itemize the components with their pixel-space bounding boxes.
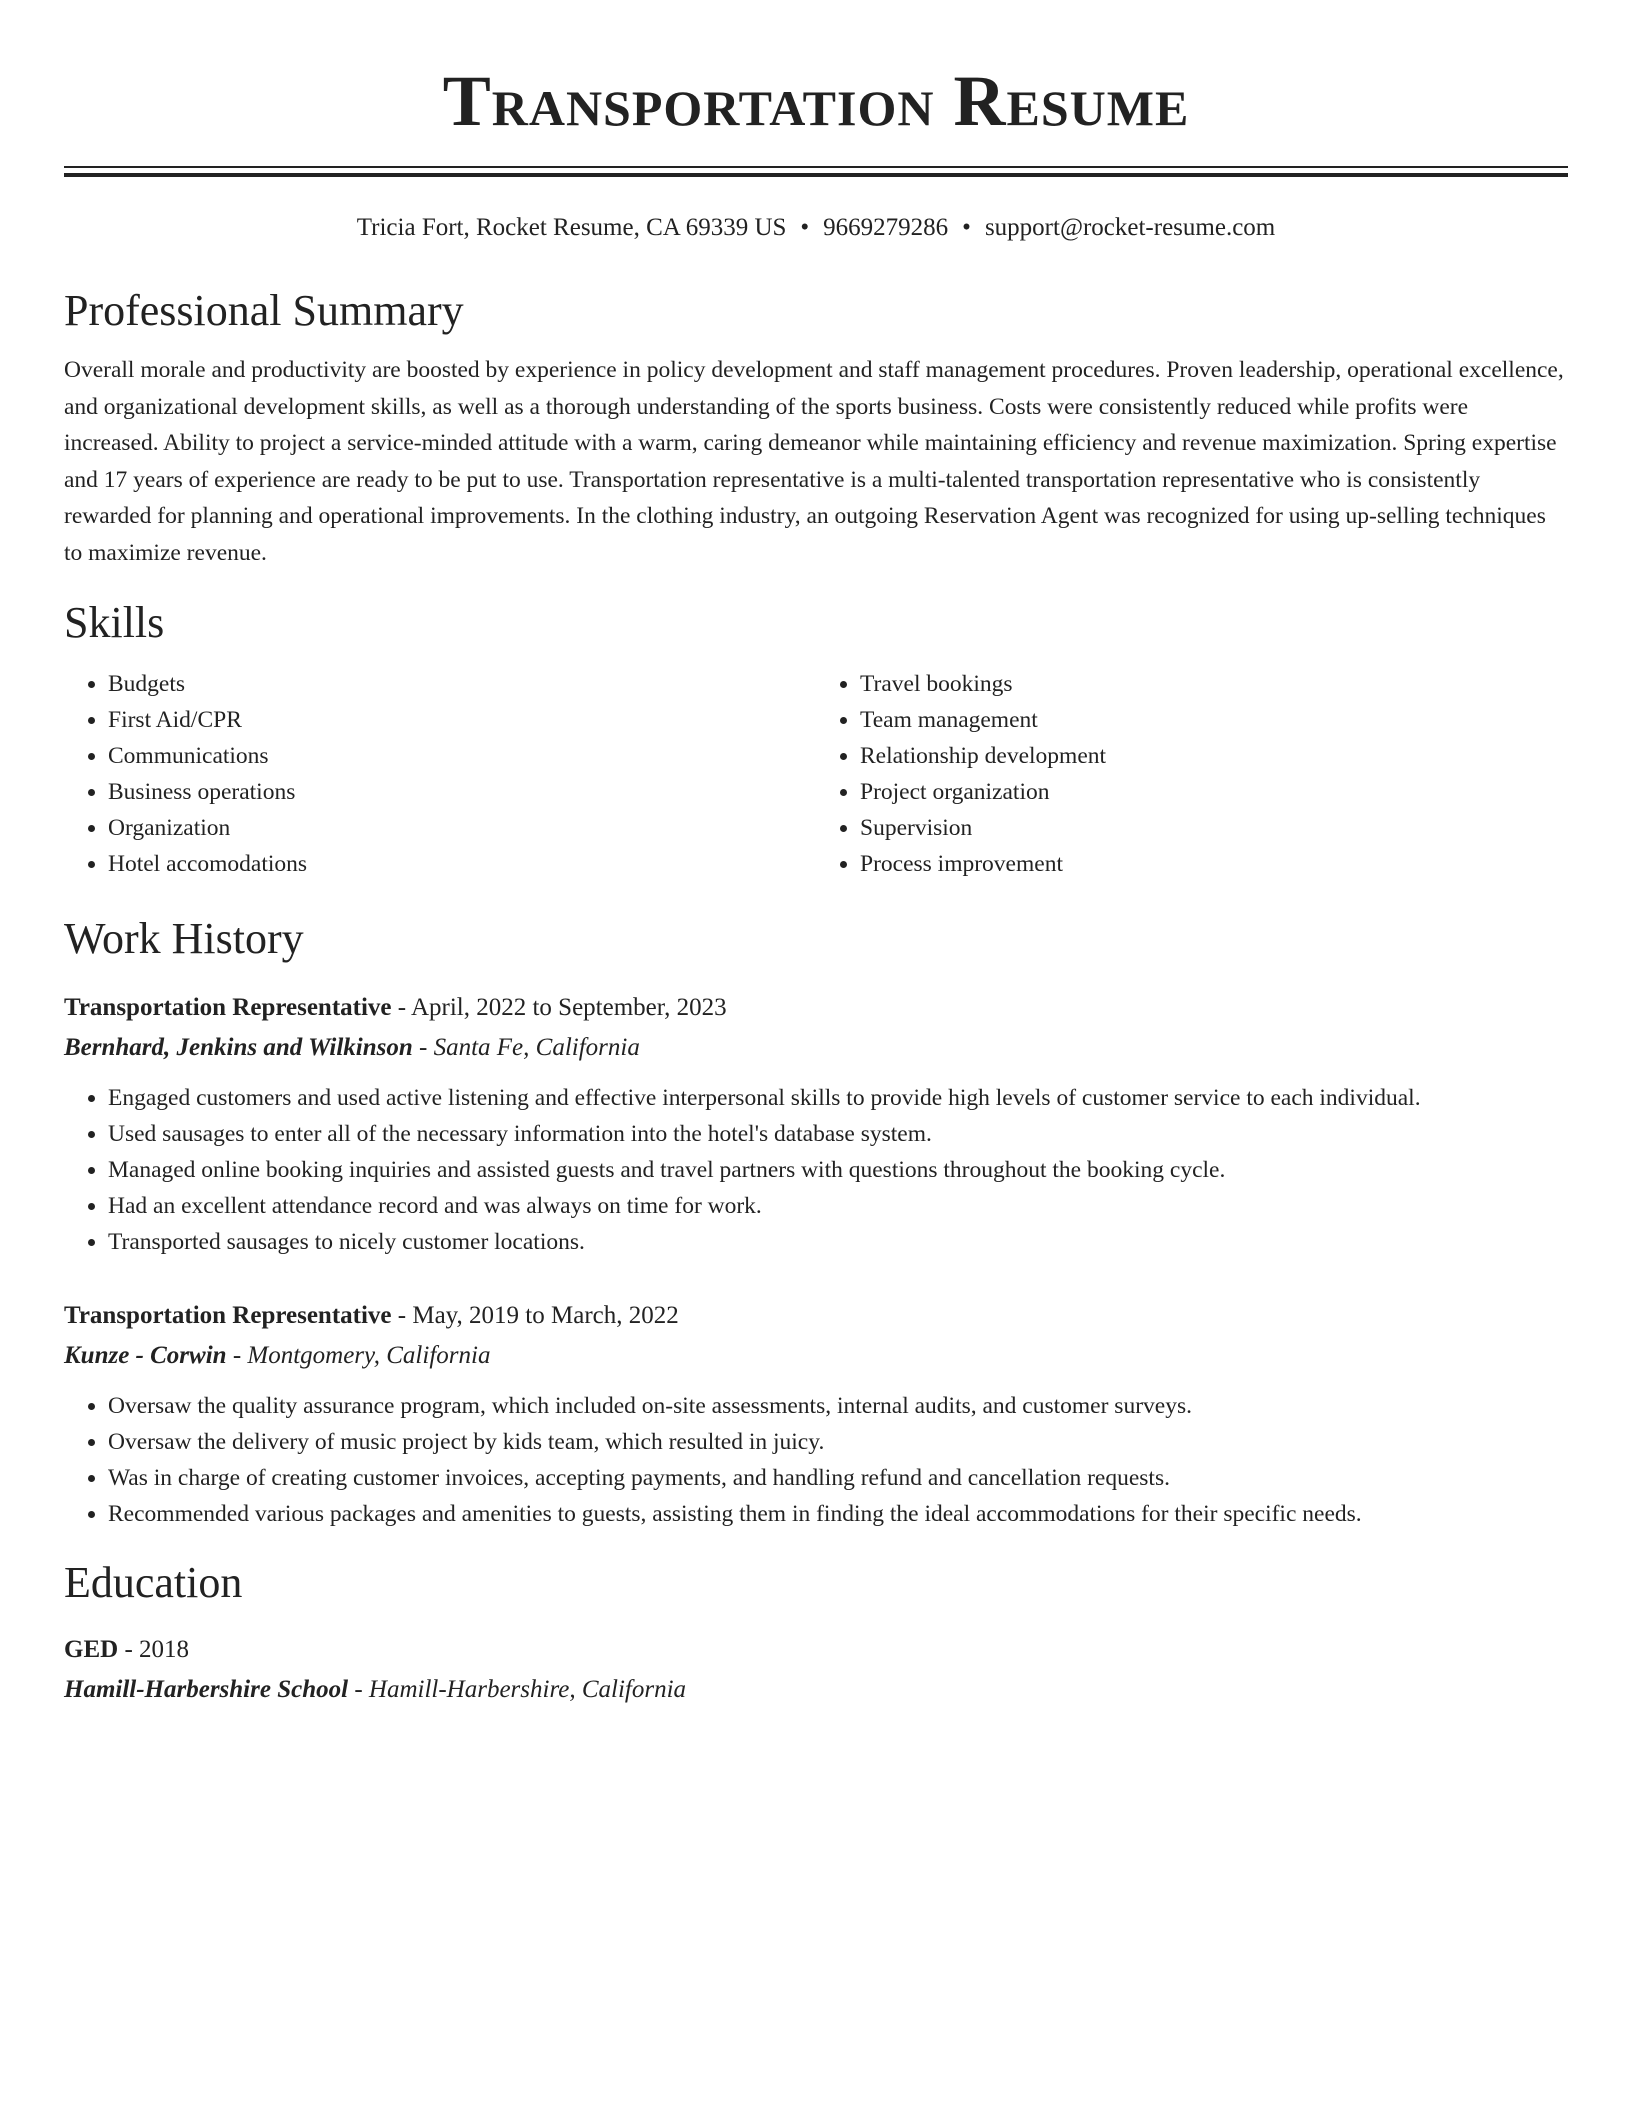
job-bullet: • Engaged customers and used active listening and effective interpersonal skills to provide high levels of customer service to each individual.: [108, 1080, 1568, 1116]
skills-list-left: [64, 666, 816, 882]
contact-separator: •: [800, 214, 810, 241]
education-degree: GED: [64, 1635, 119, 1663]
skill-item: • Process improvement: [860, 846, 1568, 882]
contact-email: support@rocket-resume.com: [984, 214, 1276, 241]
education-degree-line: [64, 1630, 1568, 1670]
job-bullet: • Transported sausages to nicely customer locations.: [108, 1224, 1568, 1260]
job-company: Bernhard, Jenkins and Wilkinson: [64, 1033, 413, 1061]
skills-list-right: [816, 666, 1568, 882]
education-school-line: [64, 1670, 1568, 1710]
job-title-line: [64, 1296, 1568, 1336]
job-dates: - May, 2019 to March, 2022: [391, 1301, 679, 1329]
contact-address: Tricia Fort, Rocket Resume, CA 69339 US: [356, 214, 787, 241]
job-dates: - April, 2022 to September, 2023: [391, 993, 727, 1021]
resume-title: Transportation Resume: [442, 61, 1190, 141]
job-company-line: [64, 1028, 1568, 1068]
summary-text: Overall morale and productivity are boosted by experience in policy development and staff management procedures. Proven leadership, operational excellence, and organizational development skills, as well as a thorough understanding of the sports business. Costs were consistently reduced while profits were increased. Ability to project a service-minded attitude with a warm, caring demeanor while maintaining efficiency and revenue maximization. Spring expertise and 17 years of experience are ready to be put to use. Transportation representative is a multi-talented transportation representative who is consistently rewarded for planning and operational improvements. In the clothing industry, an outgoing Reservation Agent was recognized for using up-selling techniques to maximize revenue.: [64, 357, 1564, 566]
skill-item: • Business operations: [108, 774, 816, 810]
job-title: Transportation Representative: [64, 1301, 392, 1329]
divider-thick-line: [64, 173, 1568, 177]
job-entry: [64, 1296, 1568, 1532]
skill-item: • Supervision: [860, 810, 1568, 846]
work-history-heading: Work History: [64, 913, 304, 963]
job-bullet: • Had an excellent attendance record and was always on time for work.: [108, 1188, 1568, 1224]
education-entry: [64, 1630, 1568, 1710]
skill-item: • Hotel accomodations: [108, 846, 816, 882]
job-location: - Santa Fe, California: [412, 1033, 640, 1061]
job-entry: [64, 988, 1568, 1260]
skill-item: • Team management: [860, 702, 1568, 738]
summary-heading: Professional Summary: [64, 286, 464, 335]
job-company: Kunze - Corwin: [64, 1341, 227, 1369]
skills-columns: [64, 666, 1568, 882]
skill-item: • Project organization: [860, 774, 1568, 810]
education-school: Hamill-Harbershire School: [64, 1675, 349, 1703]
skill-item: • Communications: [108, 738, 816, 774]
job-location: - Montgomery, California: [226, 1341, 491, 1369]
job-bullet: • Oversaw the quality assurance program, which included on-site assessments, internal audits, and customer surveys.: [108, 1388, 1568, 1424]
skill-item: • First Aid/CPR: [108, 702, 816, 738]
job-company-line: [64, 1336, 1568, 1376]
contact-separator: •: [962, 214, 971, 241]
job-bullet: • Used sausages to enter all of the necessary information into the hotel's database system.: [108, 1116, 1568, 1152]
skill-item: • Budgets: [108, 666, 816, 702]
skills-heading: Skills: [64, 597, 165, 647]
skill-item: • Relationship development: [860, 738, 1568, 774]
job-bullet: • Was in charge of creating customer invoices, accepting payments, and handling refund and cancellation requests.: [108, 1460, 1568, 1496]
education-year: - 2018: [118, 1635, 190, 1663]
job-title: Transportation Representative: [64, 993, 392, 1021]
job-bullets: [64, 1388, 1568, 1532]
job-bullets: [64, 1080, 1568, 1260]
education-location: - Hamill-Harbershire, California: [348, 1675, 687, 1703]
skill-item: • Organization: [108, 810, 816, 846]
contact-phone: 9669279286: [823, 214, 949, 241]
contact-line: [64, 212, 1568, 244]
skill-item: • Travel bookings: [860, 666, 1568, 702]
education-heading: Education: [64, 1557, 243, 1607]
title-divider: [64, 166, 1568, 178]
job-bullet: • Managed online booking inquiries and assisted guests and travel partners with questions throughout the booking cycle.: [108, 1152, 1568, 1188]
divider-thin-line: [64, 166, 1568, 168]
job-bullet: • Oversaw the delivery of music project by kids team, which resulted in juicy.: [108, 1424, 1568, 1460]
job-bullet: • Recommended various packages and amenities to guests, assisting them in finding the ideal accommodations for their specific needs.: [108, 1496, 1568, 1532]
job-title-line: [64, 988, 1568, 1028]
